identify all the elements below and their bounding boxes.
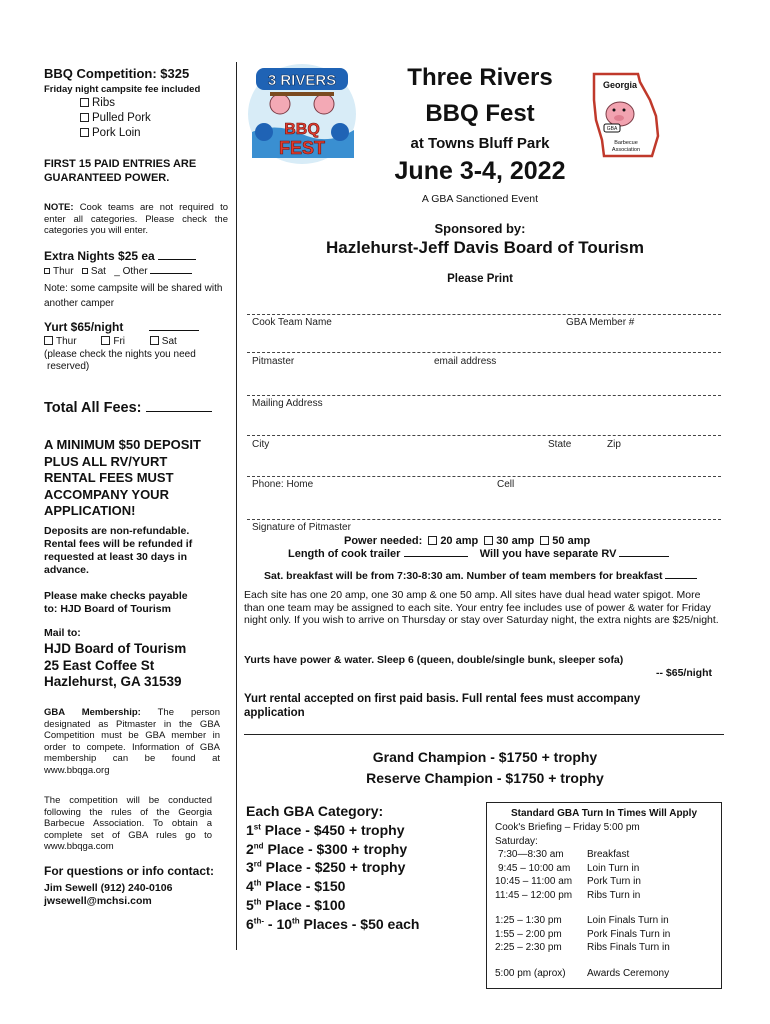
form-line — [247, 314, 721, 315]
schedule-row: 1:25 – 1:30 pm Loin Finals Turn in — [495, 915, 669, 926]
trailer-length-input[interactable] — [404, 556, 468, 557]
contact-name: Jim Sewell (912) 240-0106 — [44, 882, 173, 894]
deposit-notice: A MINIMUM $50 DEPOSIT PLUS ALL RV/YURT RENTAL FEES MUST ACCOMPANY YOUR APPLICATION! — [44, 437, 201, 518]
category-prizes — [246, 802, 419, 934]
sponsor-name: Hazlehurst-Jeff Davis Board of Tourism — [325, 238, 645, 257]
schedule-row: 1:55 – 2:00 pm Pork Finals Turn in — [495, 928, 671, 940]
checks-payable: Please make checks payable to: HJD Board of Tourism — [44, 590, 188, 615]
checkbox-icon[interactable] — [80, 128, 89, 137]
breakfast-count-input[interactable] — [665, 578, 697, 579]
checkbox-icon[interactable] — [428, 536, 437, 545]
place-4: 4th Place - $150 — [246, 878, 346, 895]
mailing-address-field[interactable]: Mailing Address — [252, 398, 323, 409]
schedule-title: Standard GBA Turn In Times Will Apply — [510, 808, 698, 819]
schedule-row: 2:25 – 2:30 pm Ribs Finals Turn in — [495, 942, 670, 953]
checkbox-icon[interactable] — [80, 98, 89, 107]
checkbox-icon[interactable] — [150, 336, 159, 345]
saturday-label: Saturday: — [495, 835, 538, 847]
checkbox-icon[interactable] — [484, 536, 493, 545]
schedule-row: 9:45 – 10:00 am Loin Turn in — [498, 862, 640, 874]
category-pork-loin[interactable]: Pork Loin — [80, 126, 151, 141]
mailing-address: HJD Board of Tourism 25 East Coffee St Hazlehurst, GA 31539 — [44, 641, 187, 689]
gba-membership: GBA Membership: The person designated as Pitmaster in the GBA Competition must be GBA member in order to compete. Information of GBA membership can be found at www.bbqga.org — [44, 707, 220, 776]
form-line — [247, 395, 721, 396]
event-date: June 3-4, 2022 — [394, 157, 566, 185]
schedule-row: 10:45 – 11:00 am Pork Turn in — [495, 876, 641, 887]
svg-text:Georgia: Georgia — [602, 80, 638, 90]
mail-to-label: Mail to: — [44, 627, 81, 639]
breakfast-row: Sat. breakfast will be from 7:30-8:30 am. Number of team members for breakfast — [264, 570, 697, 582]
separate-rv-input[interactable] — [619, 556, 669, 557]
phone-home-field[interactable]: Phone: Home — [252, 479, 314, 490]
zip-field[interactable]: Zip — [607, 439, 621, 450]
yurt-power-info: Yurts have power & water. Sleep 6 (queen, double/single bunk, sleeper sofa) — [244, 654, 624, 666]
checkbox-icon[interactable] — [44, 336, 53, 345]
cell-field[interactable]: Cell — [497, 479, 515, 490]
form-line — [247, 476, 721, 477]
please-print: Please Print — [447, 273, 513, 285]
pitmaster-field[interactable]: Pitmaster — [252, 356, 295, 367]
form-line — [247, 352, 721, 353]
site-info: Each site has one 20 amp, one 30 amp & one 50 amp. All sites have dual head water spigot. More than one team may be assigned to each site. Your entry fee includes use of power & water for Friday night only. If you wish to arrive on Thursday or stay over Saturday night, the extra nights are $25/night. — [244, 589, 719, 626]
power-needed-row: Power needed: 20 amp 30 amp 50 amp — [344, 535, 591, 547]
yurt-options: Thur Fri Sat — [44, 336, 177, 347]
cooks-briefing: Cook's Briefing – Friday 5:00 pm — [495, 822, 640, 833]
svg-text:Association: Association — [611, 147, 641, 153]
bbq-competition-title: BBQ Competition: $325 — [44, 66, 190, 81]
place-3: 3rd Place - $250 + trophy — [246, 859, 406, 876]
form-line — [247, 519, 721, 520]
checkbox-icon[interactable] — [82, 268, 88, 274]
checkbox-icon[interactable] — [80, 113, 89, 122]
total-fees: Total All Fees: — [44, 400, 212, 416]
svg-text:GBA: GBA — [606, 126, 618, 132]
checkbox-icon[interactable] — [540, 536, 549, 545]
schedule-row: 11:45 – 12:00 pm Ribs Turn in — [495, 889, 641, 901]
schedule-row: 5:00 pm (aprox) Awards Ceremony — [495, 967, 670, 979]
svg-text:3 RIVERS: 3 RIVERS — [267, 72, 337, 89]
power-guarantee: FIRST 15 PAID ENTRIES ARE GUARANTEED POWER. — [44, 158, 197, 184]
sanctioned-note: A GBA Sanctioned Event — [421, 193, 539, 205]
grand-champion: Grand Champion - $1750 + trophy — [372, 749, 598, 765]
place-6-10: $6^{th-} - 10th$ Places - $50 each — [246, 915, 420, 932]
event-title-line1: Three Rivers — [407, 64, 553, 91]
city-field[interactable]: City — [252, 439, 270, 450]
contact-info — [44, 882, 172, 908]
column-divider — [236, 62, 237, 950]
extra-nights-options: Thur Sat _ Other — [44, 266, 192, 277]
place-1: 1st Place - $450 + trophy — [246, 821, 405, 838]
separator-line — [244, 734, 724, 735]
svg-text:BBQ: BBQ — [284, 121, 320, 138]
checkbox-icon[interactable] — [101, 336, 110, 345]
category-prizes-title: Each GBA Category: — [246, 803, 384, 819]
rules-text: The competition will be conducted following the rules of the Georgia Barbecue Association. To obtain a complete set of GBA rules go to www.bbqga.com — [44, 795, 212, 852]
georgia-barbecue-association-logo — [590, 70, 662, 160]
svg-text:Barbecue: Barbecue — [614, 140, 638, 146]
questions-label: For questions or info contact: — [44, 864, 214, 878]
note-block: NOTE: Cook teams are not required to enter all categories. Please check the categories you will enter. — [44, 202, 229, 236]
signature-field[interactable]: Signature of Pitmaster — [252, 522, 351, 533]
category-checklist — [80, 96, 151, 141]
extra-nights-title: Extra Nights $25 ea — [44, 249, 196, 263]
checkbox-icon[interactable] — [44, 268, 50, 274]
category-pulled-pork[interactable]: Pulled Pork — [80, 111, 151, 126]
form-line — [247, 435, 721, 436]
email-field[interactable]: email address — [434, 356, 497, 367]
schedule-row: 7:30—8:30 am Breakfast — [498, 849, 630, 860]
extra-nights-note: Note: some campsite will be shared with another camper — [44, 283, 223, 309]
three-rivers-logo — [246, 62, 358, 166]
campsite-note: Friday night campsite fee included — [44, 84, 201, 95]
yurt-price: -- $65/night — [655, 667, 712, 679]
cook-team-field[interactable]: Cook Team Name — [252, 317, 332, 328]
place-5: 5th Place - $100 — [246, 896, 346, 913]
category-ribs[interactable]: Ribs — [80, 96, 151, 111]
sponsored-by-label: Sponsored by: — [434, 221, 526, 236]
yurt-title: Yurt $65/night — [44, 320, 199, 334]
yurt-note: (please check the nights you need reserved) — [44, 349, 196, 372]
svg-text:FEST: FEST — [278, 138, 326, 158]
contact-email[interactable]: jwsewell@mchsi.com — [44, 895, 152, 907]
gba-member-field[interactable]: GBA Member # — [566, 317, 635, 328]
turn-in-schedule — [486, 802, 722, 989]
reserve-champion: Reserve Champion - $1750 + trophy — [366, 770, 604, 786]
yurt-rental-info: Yurt rental accepted on first paid basis. Full rental fees must accompany application — [244, 693, 641, 719]
state-field[interactable]: State — [548, 439, 572, 450]
event-title-line2: BBQ Fest — [425, 100, 535, 127]
refund-policy: Deposits are non-refundable. Rental fees will be refunded if requested at least 30 days in advance. — [44, 525, 193, 576]
place-2: 2nd Place - $300 + trophy — [246, 840, 408, 857]
event-venue: at Towns Bluff Park — [410, 135, 550, 152]
trailer-rv-row: Length of cook trailer Will you have separate RV — [288, 548, 669, 560]
